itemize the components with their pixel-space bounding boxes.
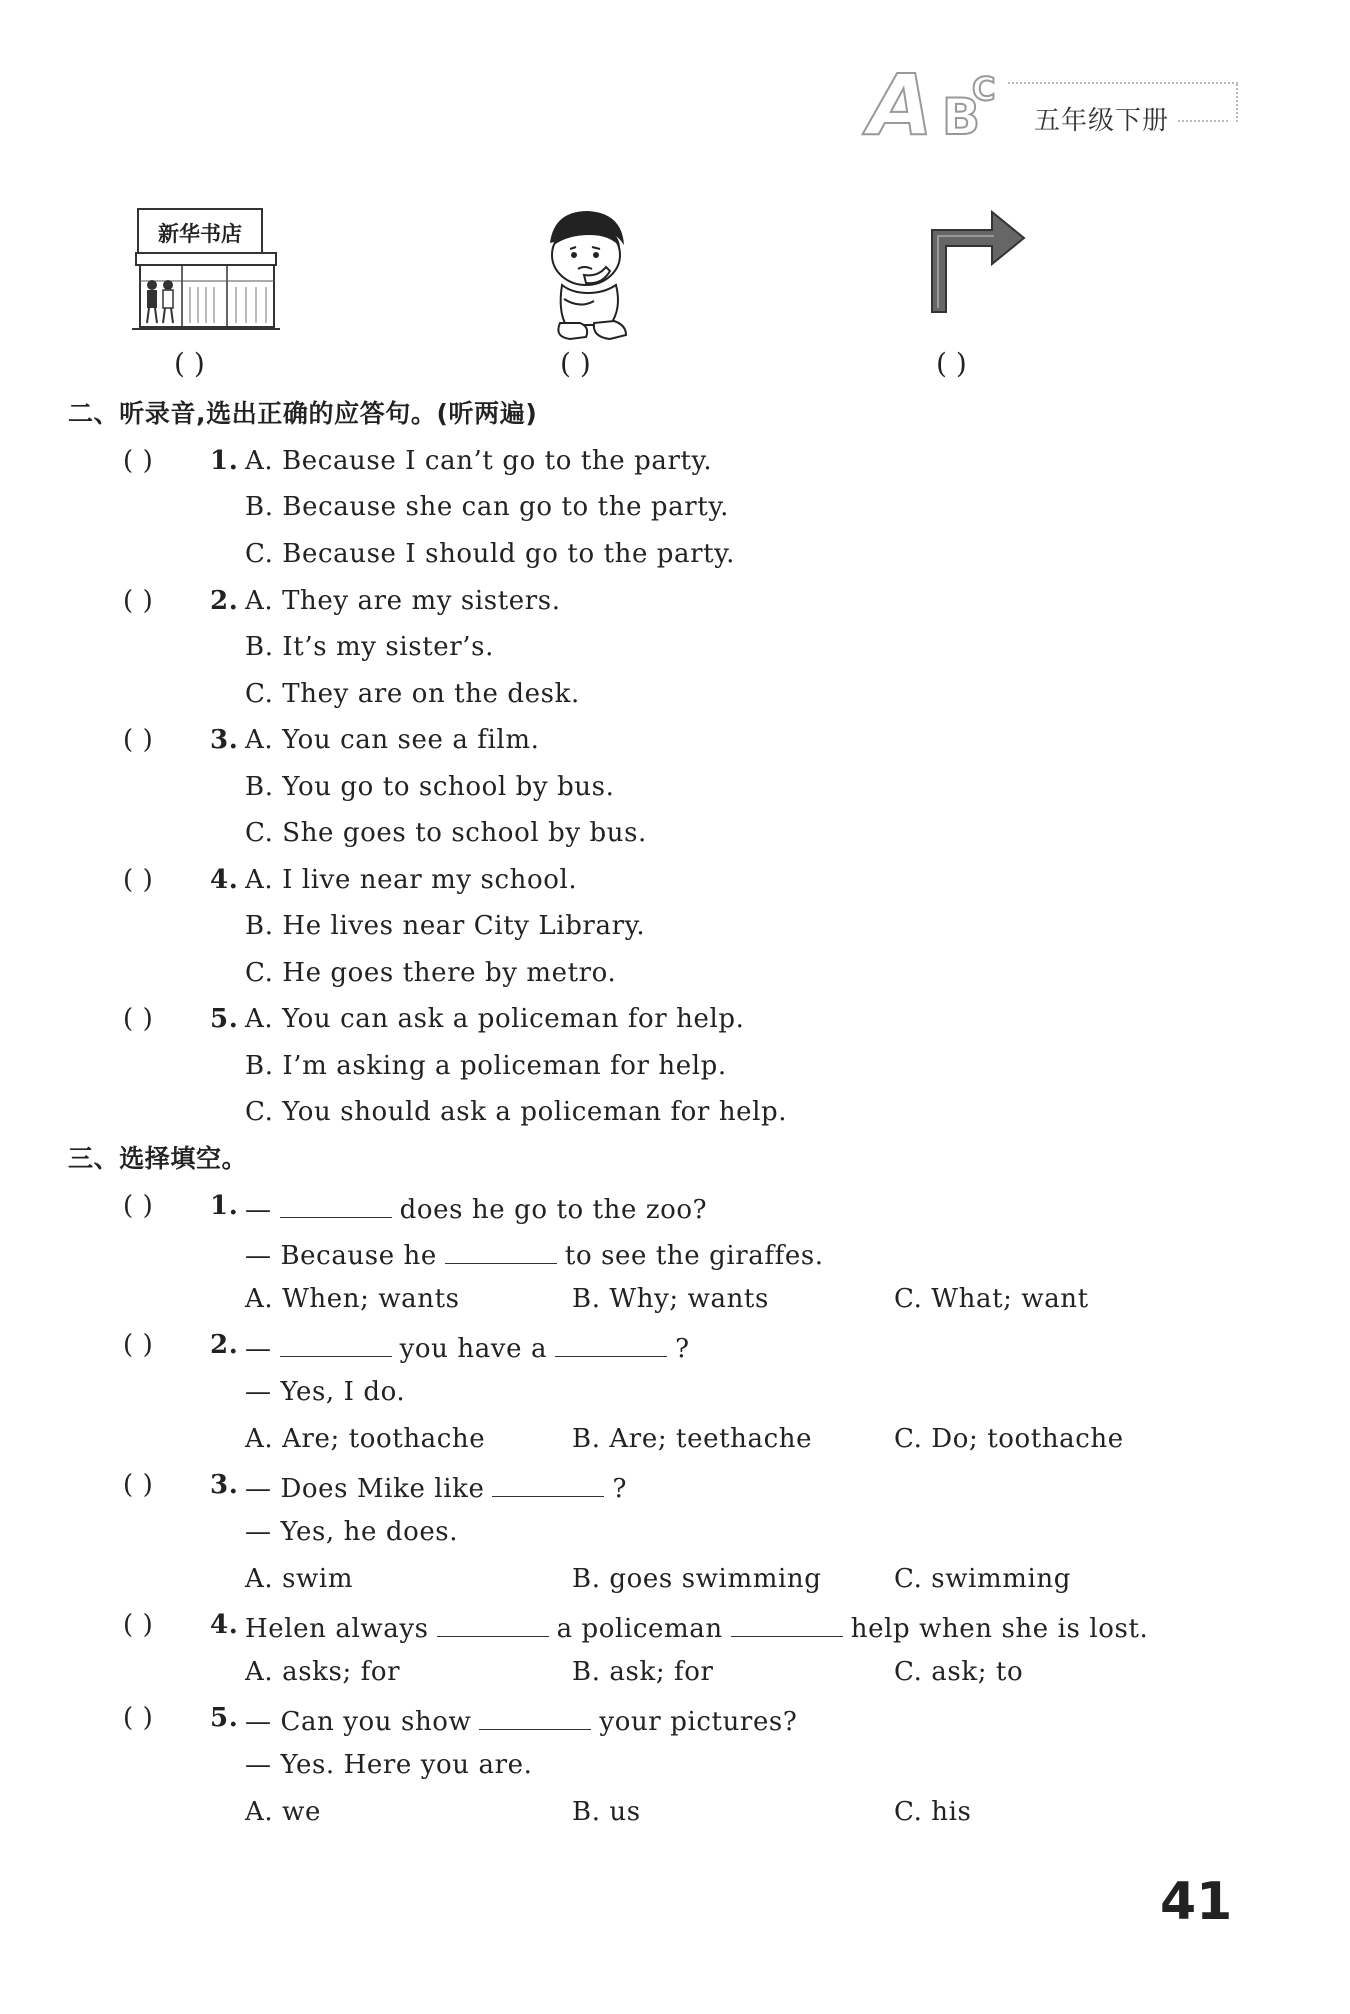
answer-paren[interactable]: ( ) — [123, 1330, 154, 1360]
question-line-1: — Does Mike like ? — [245, 1474, 628, 1504]
option-c: C. They are on the desk. — [245, 679, 580, 709]
answer-paren[interactable]: ( ) — [123, 1004, 154, 1034]
question-line-1: — does he go to the zoo? — [245, 1195, 708, 1225]
option-c: C. swimming — [894, 1564, 1072, 1594]
option-b: B. I’m asking a policeman for help. — [245, 1051, 727, 1081]
fill-blank[interactable] — [492, 1472, 604, 1497]
answer-blank[interactable]: ( ) — [174, 347, 205, 380]
fill-blank[interactable] — [280, 1193, 392, 1218]
question-line-1: Helen always a policeman help when she is lost. — [245, 1614, 1149, 1644]
page-header — [868, 56, 1240, 154]
section-2-title: 二、听录音,选出正确的应答句。(听两遍) — [68, 399, 538, 428]
option-b: B. goes swimming — [572, 1564, 822, 1594]
question-line-1: — Can you show your pictures? — [245, 1707, 798, 1737]
abc-logo: A B C — [868, 56, 996, 154]
question-line-1: — you have a ? — [245, 1334, 690, 1364]
option-c: C. You should ask a policeman for help. — [245, 1097, 788, 1127]
fill-blank[interactable] — [479, 1705, 591, 1730]
answer-paren[interactable]: ( ) — [123, 1703, 154, 1733]
question-line-2: — Yes. Here you are. — [245, 1750, 533, 1780]
header-divider — [1236, 84, 1238, 122]
answer-paren[interactable]: ( ) — [123, 1470, 154, 1500]
page-number: 41 — [1160, 1872, 1233, 1932]
option-a: A. You can see a film. — [245, 725, 540, 755]
option-a: A. Are; toothache — [245, 1424, 486, 1454]
question-number: 1. — [210, 446, 239, 476]
fill-blank[interactable] — [437, 1612, 549, 1637]
answer-paren[interactable]: ( ) — [123, 446, 154, 476]
question-number: 5. — [210, 1703, 239, 1733]
question-number: 1. — [210, 1191, 239, 1221]
option-b: B. ask; for — [572, 1657, 714, 1687]
option-c: C. Do; toothache — [894, 1424, 1124, 1454]
option-b: B. Why; wants — [572, 1284, 769, 1314]
child-icon — [540, 205, 642, 343]
option-b: B. us — [572, 1797, 641, 1827]
question-line-2: — Yes, I do. — [245, 1377, 406, 1407]
question-line-2: — Because he to see the giraffes. — [245, 1241, 824, 1271]
option-b: B. Because she can go to the party. — [245, 492, 730, 522]
header-divider — [1008, 82, 1238, 84]
fill-blank[interactable] — [445, 1239, 557, 1264]
option-a: A. Because I can’t go to the party. — [245, 446, 713, 476]
question-number: 5. — [210, 1004, 239, 1034]
section-3-title: 三、选择填空。 — [68, 1144, 248, 1173]
answer-paren[interactable]: ( ) — [123, 725, 154, 755]
fill-blank[interactable] — [555, 1332, 667, 1357]
grade-label: 五年级下册 — [1034, 106, 1170, 136]
question-number: 2. — [210, 1330, 239, 1360]
option-b: B. You go to school by bus. — [245, 772, 615, 802]
svg-text:新华书店: 新华书店 — [158, 222, 242, 246]
option-a: A. You can ask a policeman for help. — [245, 1004, 745, 1034]
answer-blank[interactable]: ( ) — [560, 347, 591, 380]
question-number: 2. — [210, 586, 239, 616]
option-c: C. Because I should go to the party. — [245, 539, 735, 569]
bookstore-picture — [132, 205, 280, 333]
option-c: C. ask; to — [894, 1657, 1024, 1687]
option-a: A. asks; for — [245, 1657, 401, 1687]
toothache-child-picture — [540, 205, 642, 343]
fill-blank[interactable] — [731, 1612, 843, 1637]
option-b: B. Are; teethache — [572, 1424, 813, 1454]
option-c: C. his — [894, 1797, 972, 1827]
question-number: 4. — [210, 1610, 239, 1640]
answer-paren[interactable]: ( ) — [123, 1610, 154, 1640]
option-a: A. When; wants — [245, 1284, 460, 1314]
question-line-2: — Yes, he does. — [245, 1517, 459, 1547]
header-divider — [1178, 120, 1228, 122]
turn-right-picture — [928, 208, 1028, 316]
answer-paren[interactable]: ( ) — [123, 586, 154, 616]
option-a: A. They are my sisters. — [245, 586, 561, 616]
option-a: A. swim — [245, 1564, 354, 1594]
answer-paren[interactable]: ( ) — [123, 865, 154, 895]
option-b: B. It’s my sister’s. — [245, 632, 494, 662]
fill-blank[interactable] — [280, 1332, 392, 1357]
turn-right-arrow-icon — [928, 208, 1028, 316]
option-a: A. we — [245, 1797, 321, 1827]
option-a: A. I live near my school. — [245, 865, 578, 895]
answer-blank[interactable]: ( ) — [936, 347, 967, 380]
bookstore-icon — [132, 205, 280, 333]
question-number: 3. — [210, 725, 239, 755]
question-number: 4. — [210, 865, 239, 895]
option-c: C. What; want — [894, 1284, 1089, 1314]
option-c: C. She goes to school by bus. — [245, 818, 647, 848]
answer-paren[interactable]: ( ) — [123, 1191, 154, 1221]
question-number: 3. — [210, 1470, 239, 1500]
option-c: C. He goes there by metro. — [245, 958, 617, 988]
option-b: B. He lives near City Library. — [245, 911, 646, 941]
